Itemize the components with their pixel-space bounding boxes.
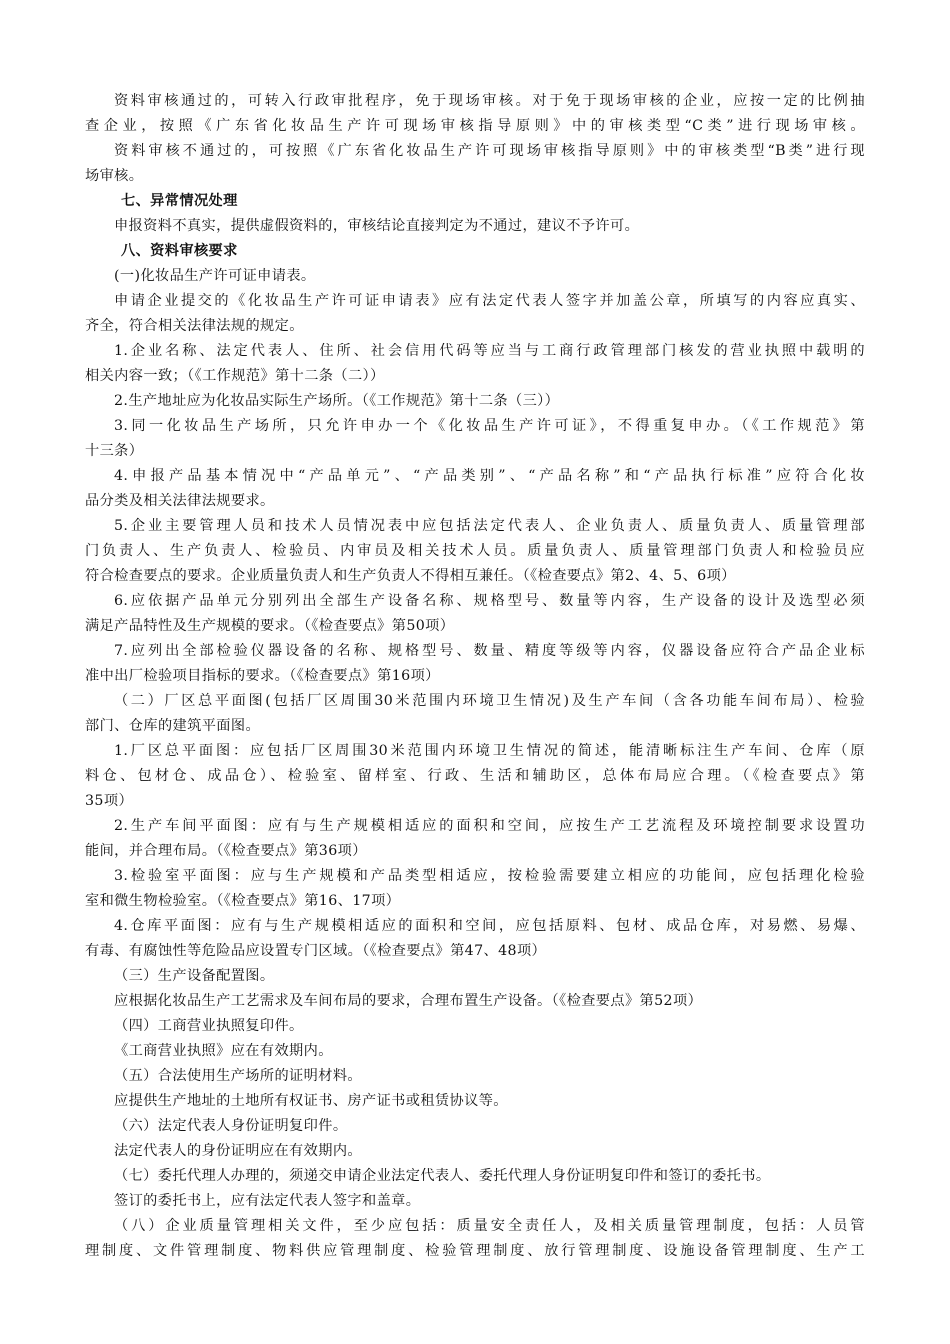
list-item-line: 6.应依据产品单元分别列出全部生产设备名称、规格型号、数量等内容，生产设备的设计及选型必须 [114,593,865,609]
paragraph-line: 齐全，符合相关法律法规的规定。 [85,318,304,334]
subsection-heading: （七）委托代理人办理的，须递交申请企业法定代表人、委托代理人身份证明复印件和签订的委托书。 [114,1168,771,1184]
subsection-heading: （三）生产设备配置图。 [114,968,275,984]
list-item-line: 品分类及相关法律法规要求。 [85,493,275,509]
paragraph-line: 应根据化妆品生产工艺需求及车间布局的要求，合理布置生产设备。（《检查要点》第52项） [114,993,703,1009]
list-item-line: 3.同一化妆品生产场所，只允许申办一个《化妆品生产许可证》，不得重复申办。（《工作规范》第 [114,418,865,434]
list-item-line: 有毒、有腐蚀性等危险品应设置专门区域。（《检查要点》第47、48项） [85,943,547,959]
paragraph-line: 申请企业提交的《化妆品生产许可证申请表》应有法定代表人签字并加盖公章，所填写的内容应真实、 [114,293,865,309]
list-item-line: 满足产品特性及生产规模的要求。（《检查要点》第50项） [85,618,455,634]
paragraph-line: 理制度、文件管理制度、物料供应管理制度、检验管理制度、放行管理制度、设施设备管理制度、生产工 [85,1243,865,1259]
list-item-line: 5.企业主要管理人员和技术人员情况表中应包括法定代表人、企业负责人、质量负责人、质量管理部 [114,518,865,534]
list-item-line: 7.应列出全部检验仪器设备的名称、规格型号、数量、精度等级等内容，仪器设备应符合产品企业标 [114,643,865,659]
list-item-line: 十三条） [85,443,144,459]
subsection-heading: （八）企业质量管理相关文件，至少应包括：质量安全责任人，及相关质量管理制度，包括：人员管 [114,1218,865,1234]
section-heading: 八、资料审核要求 [121,243,238,259]
list-item-line: 室和微生物检验室。（《检查要点》第16、17项） [85,893,401,909]
list-item-line: 2.生产地址应为化妆品实际生产场所。（《工作规范》第十二条（三）） [114,393,560,409]
paragraph-line: 查企业，按照《广东省化妆品生产许可现场审核指导原则》中的审核类型“C类”进行现场审核。 [85,118,865,134]
list-item-line: 料仓、包材仓、成品仓）、检验室、留样室、行政、生活和辅助区，总体布局应合理。（《检查要点》第 [85,768,865,784]
paragraph-line: 场审核。 [85,168,144,184]
subsection-heading: （六）法定代表人身份证明复印件。 [114,1118,348,1134]
list-item-line: 2.生产车间平面图：应有与生产规模相适应的面积和空间，应按生产工艺流程及环境控制要求设置功 [114,818,865,834]
list-item-line: 符合检查要点的要求。企业质量负责人和生产负责人不得相互兼任。（《检查要点》第2、4、5、6项） [85,568,736,584]
list-item-line: 1.企业名称、法定代表人、住所、社会信用代码等应当与工商行政管理部门核发的营业执照中载明的 [114,343,865,359]
subsection-heading: 部门、仓库的建筑平面图。 [85,718,261,734]
list-item-line: 门负责人、生产负责人、检验员、内审员及相关技术人员。质量负责人、质量管理部门负责人和检验员应 [85,543,865,559]
list-item-line: 能间，并合理布局。（《检查要点》第36项） [85,843,367,859]
subsection-heading: （五）合法使用生产场所的证明材料。 [114,1068,362,1084]
list-item-line: 1.厂区总平面图：应包括厂区周围30米范围内环境卫生情况的简述，能清晰标注生产车间、仓库（原 [114,743,865,759]
paragraph-line: 法定代表人的身份证明应在有效期内。 [114,1143,362,1159]
paragraph-line: 资料审核通过的，可转入行政审批程序，免于现场审核。对于免于现场审核的企业，应按一定的比例抽 [114,93,865,109]
subsection-heading: （四）工商营业执照复印件。 [114,1018,304,1034]
subsection-heading: （二）厂区总平面图(包括厂区周围30米范围内环境卫生情况)及生产车间（含各功能车间布局）、检验 [114,693,865,709]
paragraph-line: 签订的委托书上，应有法定代表人签字和盖章。 [114,1193,421,1209]
subsection-heading: (一)化妆品生产许可证申请表。 [114,268,316,284]
list-item-line: 4.申报产品基本情况中“产品单元”、“产品类别”、“产品名称”和“产品执行标准”应符合化妆 [114,468,865,484]
list-item-line: 准中出厂检验项目指标的要求。（《检查要点》第16项） [85,668,440,684]
paragraph-line: 申报资料不真实，提供虚假资料的，审核结论直接判定为不通过，建议不予许可。 [114,218,640,234]
paragraph-line: 应提供生产地址的土地所有权证书、房产证书或租赁协议等。 [114,1093,508,1109]
paragraph-line: 资料审核不通过的，可按照《广东省化妆品生产许可现场审核指导原则》中的审核类型“B类”进行现 [114,143,865,159]
list-item-line: 相关内容一致；（《工作规范》第十二条（二）） [85,368,385,384]
list-item-line: 3.检验室平面图：应与生产规模和产品类型相适应，按检验需要建立相应的功能间，应包括理化检验 [114,868,865,884]
list-item-line: 35项） [85,793,134,809]
section-heading: 七、异常情况处理 [121,193,238,209]
paragraph-line: 《工商营业执照》应在有效期内。 [114,1043,333,1059]
list-item-line: 4.仓库平面图：应有与生产规模相适应的面积和空间，应包括原料、包材、成品仓库，对易燃、易爆、 [114,918,865,934]
